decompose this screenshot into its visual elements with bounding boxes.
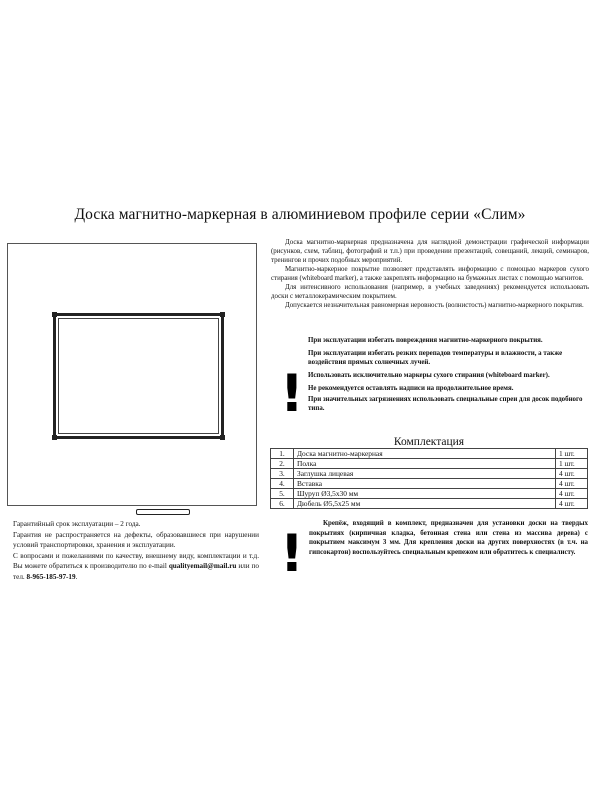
contact-text: С вопросами и пожеланиями по качеству, внешнему виду, комплектации и т.д. Вы можете обратиться к производителю по e-mail [13,551,259,570]
kit-qty: 4 шт. [556,499,588,509]
product-image-frame [7,243,257,506]
kit-qty: 1 шт. [556,449,588,459]
description-paragraph: Для интенсивного использования (например, в учебных заведениях) рекомендуется использовать доски с металлокерамическим покрытием. [271,284,589,300]
warning-item: Использовать исключительно маркеры сухого стирания (whiteboard marker). [308,372,550,379]
contact-info [13,551,259,583]
table-row [271,479,588,489]
description-paragraph: Доска магнитно-маркерная предназначена для наглядной демонстрации графической информации (рисунков, схем, таблиц, фотографий и т.п.) при проведении презентаций, совещаний, лекций, семинаров, тренингов и прочих подобных мероприятий. [271,239,589,264]
kit-num: 3. [271,469,294,479]
warranty-info [13,519,259,582]
kit-item-name: Заглушка лицевая [294,469,556,479]
kit-num: 1. [271,449,294,459]
contact-text: или по тел. [13,562,259,581]
table-row [271,469,588,479]
warning-item: При эксплуатации избегать повреждения магнитно-маркерного покрытия. [308,337,543,344]
usage-warnings [308,336,589,417]
board-corner-cap [52,312,57,317]
mounting-note-text: Крепёж, входящий в комплект, предназначен для установки доски на твердых покрытиях (кирпичная кладка, бетонная стена или стена из массива дерева) с покрытием максимум 3 мм. Для крепления доски на других поверхностях (в т.ч. на гипсокартон) воспользуйтесь специальным крепежом или обратитесь к специалисту. [309,520,588,556]
kit-qty: 1 шт. [556,459,588,469]
contact-phone: 8-965-185-97-19 [26,572,76,581]
board-corner-cap [220,435,225,440]
board-corner-cap [220,312,225,317]
kit-qty: 4 шт. [556,479,588,489]
table-row [271,499,588,509]
exclamation-icon: ! [280,524,304,584]
board-corner-cap [52,435,57,440]
whiteboard-surface [58,318,219,434]
table-row [271,489,588,499]
warranty-period: Гарантийный срок эксплуатации – 2 года. [13,520,141,528]
table-row [271,459,588,469]
kit-item-name: Дюбель Ø5,5х25 мм [294,499,556,509]
whiteboard-illustration [53,313,224,439]
kit-item-name: Вставка [294,479,556,489]
kit-table [270,448,588,509]
contact-email: qualityemail@mail.ru [168,562,237,570]
contact-text: . [75,572,78,581]
description-paragraph: Допускается незначительная равномерная неровность (волнистость) магнитно-маркерного покрытия. [285,302,584,309]
mounting-note [309,519,588,557]
warning-item: При значительных загрязнениях использовать специальные спреи для досок подобного типа. [308,396,583,412]
kit-num: 6. [271,499,294,509]
kit-item-name: Полка [294,459,556,469]
warning-item: При эксплуатации избегать резких перепадов температуры и влажности, а также воздействия прямых солнечных лучей. [308,350,563,366]
table-row [271,449,588,459]
kit-item-name: Доска магнитно-маркерная [294,449,556,459]
kit-num: 4. [271,479,294,489]
kit-title: Комплектация [393,436,465,448]
kit-qty: 4 шт. [556,489,588,499]
kit-num: 2. [271,459,294,469]
product-description [271,238,589,310]
kit-num: 5. [271,489,294,499]
kit-item-name: Шуруп Ø3,5х30 мм [294,489,556,499]
description-paragraph: Магнитно-маркерное покрытие позволяет представлять информацию с помощью маркеров сухого стирания (whiteboard marker), а также закреплять информацию на бумажных листах с помощью магнитов. [271,266,589,282]
warranty-exclusions: Гарантия не распространяется на дефекты, образовавшиеся при нарушении условий транспортировки, хранения и эксплуатации. [13,530,259,549]
warning-item: Не рекомендуется оставлять надписи на продолжительное время. [308,385,514,392]
page-title: Доска магнитно-маркерная в алюминиевом профиле серии «Слим» [74,206,526,223]
exclamation-icon: ! [280,364,304,424]
marker-tray [136,509,190,515]
kit-qty: 4 шт. [556,469,588,479]
